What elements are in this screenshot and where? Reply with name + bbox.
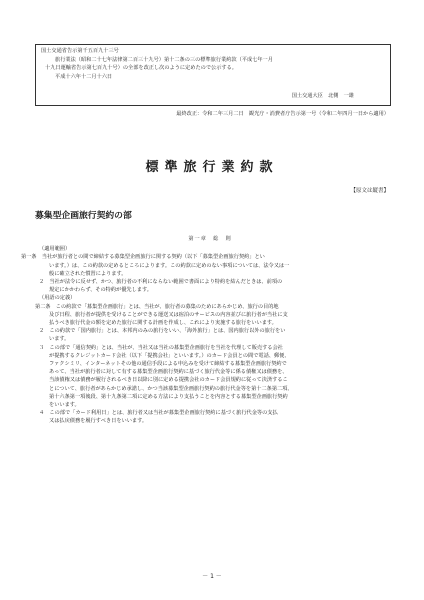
article-label: （用語の定義） (39, 295, 76, 302)
article-label: （適用範囲） (39, 246, 71, 253)
paragraph-line: います。 (49, 336, 70, 343)
revision-note: 最終改正：令和二年三月二日 観光庁・消費者庁告示第一号（令和二年四月一日から適用） (176, 111, 389, 117)
paragraph-line: ２ この約款で「国内旅行」とは、本邦内のみの旅行をいい、「海外旅行」とは、国内旅行以外の旅行をい (39, 328, 286, 335)
notice-text-line: 十九日運輸省告示第七百九十号）の全部を改正し次のように定めたので公示する。 (45, 65, 237, 72)
paragraph-line: 第二条 この約款で「募集型企画旅行」とは、当社が、旅行者の募集のためにあらかじめ、旅行の目的地 (35, 303, 279, 310)
paragraph-line: ３ この部で「通信契約」とは、当社が、当社又は当社の募集型企画旅行を当社を代理して販売する会社 (39, 344, 283, 351)
article-2-item-4 (35, 409, 391, 425)
paragraph-line: 規定にかかわらず、その特約が優先します。 (49, 287, 152, 294)
article-2 (35, 303, 391, 328)
notice-minister: 国土交通大臣 北側 一雄 (291, 93, 354, 100)
article-2-item-2 (35, 327, 391, 343)
chapter-heading: 第一章 総 則 (188, 236, 232, 242)
paragraph-line: ファクシミリ、インターネットその他の通信手段による申込みを受けて締結する募集型企画旅行契約で (49, 361, 287, 368)
article-1-item-2 (35, 278, 391, 294)
paragraph-line: 払うべき旅行代金の額を定めた旅行に関する計画を作成し、これにより実施する旅行をいいます。 (49, 320, 277, 327)
paragraph-line: とについて、旅行者があらかじめ承諾し、かつ当該募集型企画旅行契約の旅行代金等を第十二条第二項、 (49, 385, 293, 392)
paragraph-line: 般に確立された慣習によります。 (49, 270, 127, 277)
body-text (21, 235, 391, 426)
article-2-item-3 (35, 344, 391, 410)
paragraph-line: 及び日程、旅行者が提供を受けることができる運送又は宿泊のサービスの内容並びに旅行者が当社に支 (49, 311, 288, 318)
paragraph-line: が提携するクレジットカード会社（以下「提携会社」といいます。）のカード会員との間で電話、郵便、 (49, 352, 290, 359)
paragraph-line: います。）は、この約款の定めるところによります。この約款に定めのない事項については、法令又は一 (49, 262, 290, 269)
notice-box (35, 44, 391, 106)
section-title: 募集型企画旅行契約の部 (35, 211, 132, 221)
paragraph-line: 当該債権又は債務が履行されるべき日以降に別に定める提携会社のカード会員規約に従って決済するこ (49, 377, 288, 384)
source-note: 【原文は縦書】 (350, 188, 389, 194)
notice-number: 国土交通省告示第千五百九十三号 (41, 48, 119, 54)
paragraph-line: 第十六条第一項後段、第十九条第二項に定める方法により支払うことを内容とする募集型企画旅行契約 (49, 393, 288, 400)
document-title: 標準旅行業約款 (145, 160, 279, 175)
paragraph-line: 第一条 当社が旅行者との間で締結する募集型企画旅行に関する契約（以下「募集型企画旅行契約」とい (21, 254, 265, 261)
paragraph-line: ４ この部で「カード利用日」とは、旅行者又は当社が募集型企画旅行契約に基づく旅行代金等の支払 (39, 410, 278, 417)
page-number: － 1 － (202, 573, 222, 580)
article-1 (21, 253, 391, 278)
paragraph-line: をいいます。 (49, 402, 80, 409)
paragraph-line: ２ 当社が法令に反せず、かつ、旅行者の不利にならない範囲で書面により特約を結んだときは、前項の (39, 279, 283, 286)
notice-date: 平成十六年十二月十六日 (55, 73, 113, 80)
notice-text-line: 旅行業法（昭和二十七年法律第二百三十九号）第十二条の三の標準旅行業約款（平成七年一月 (55, 56, 273, 63)
paragraph-line: あって、当社が旅行者に対して有する募集型企画旅行契約に基づく旅行代金等に係る債権又は債務を、 (49, 369, 288, 376)
paragraph-line: 又は払戻債務を履行すべき日をいいます。 (49, 418, 148, 425)
